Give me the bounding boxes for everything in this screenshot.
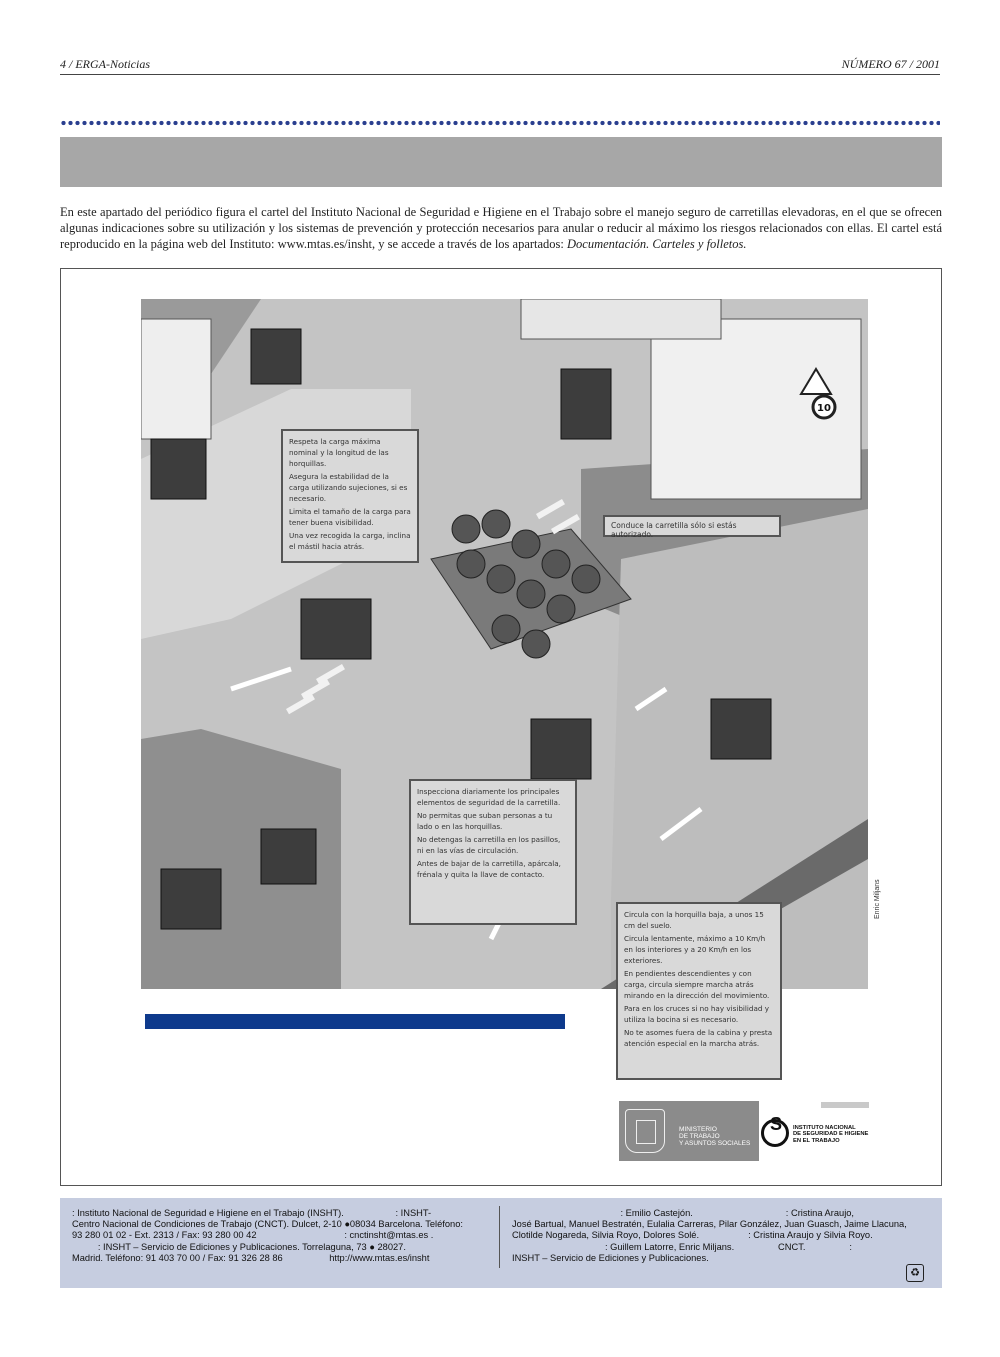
crates-stack-left (141, 319, 211, 439)
note-line: No permitas que suban personas a tu lado o en las horquillas. (417, 811, 553, 831)
note-line: En pendientes descendientes y con carga, circula siempre marcha atrás mirando en la dirección del movimiento. (624, 969, 770, 1000)
insht-line: INSTITUTO NACIONAL (793, 1125, 856, 1131)
header-publication: 4 / ERGA-Noticias (60, 57, 150, 71)
forklift-poster-illustration (141, 299, 868, 989)
footer-line: 93 280 01 02 - Ext. 2313 / Fax: 93 280 00 42 : cnctinsht@mtas.es . (72, 1230, 434, 1241)
page-header (60, 56, 940, 75)
footer-publisher-column (72, 1208, 490, 1264)
footer-line: : Instituto Nacional de Seguridad e Higiene en el Trabajo (INSHT). : INSHT- (72, 1208, 432, 1218)
insht-line: EN EL TRABAJO (793, 1137, 840, 1144)
note-line: Antes de bajar de la carretilla, apárcala, frénala y quita la llave de contacto. (417, 859, 561, 879)
note-line: No te asomes fuera de la cabina y presta atención especial en la marcha atrás. (624, 1028, 773, 1048)
note-line: Limita el tamaño de la carga para tener buena visibilidad. (289, 507, 411, 527)
dotted-divider (60, 120, 940, 126)
footer-line: Clotilde Nogareda, Silvia Royo, Dolores Solé. : Cristina Araujo y Silvia Royo. (512, 1230, 873, 1241)
footer-line: Madrid. Teléfono: 91 403 70 00 / Fax: 91 326 28 86 http://www.mtas.es/insht (72, 1252, 430, 1263)
footer-line: Centro Nacional de Condiciones de Trabajo (CNCT). Dulcet, 2-10 ●08034 Barcelona. Teléfono: (72, 1219, 463, 1230)
note-line: Una vez recogida la carga, inclina el mástil hacia atrás. (289, 531, 411, 551)
note-line: Circula lentamente, máximo a 10 Km/h en los interiores y a 20 Km/h en los exteriores. (624, 934, 766, 965)
footer-staff-column (512, 1208, 928, 1264)
intro-text: En este apartado del periódico figura el cartel del Instituto Nacional de Seguridad e Higiene en el Trabajo sobre el manejo seguro de carretillas elevadoras, en el que se ofrecen algunas indicaciones sobre su utilización y los sistemas de prevención y protección necesarios para anular o reducir al máximo los riesgos relacionados con ellas. El cartel está reproducido en la página web del Instituto: www.mtas.es/insht, y se accede a través de los apartados: (60, 205, 942, 251)
intro-paragraph (60, 204, 942, 252)
note-load-safety (281, 429, 419, 563)
section-title-band (60, 137, 942, 187)
ministerio-line: MINISTERIO (679, 1126, 717, 1133)
header-issue: NÚMERO 67 / 2001 (841, 57, 940, 71)
note-line: Circula con la horquilla baja, a unos 15 cm del suelo. (624, 910, 764, 930)
credits-footer (60, 1198, 942, 1288)
poster-frame (60, 268, 942, 1186)
ministerio-line: DE TRABAJO (679, 1133, 720, 1140)
coat-of-arms-icon (625, 1109, 665, 1153)
note-line: No detengas la carretilla en los pasillos, ni en las vías de circulación. (417, 835, 561, 855)
note-line: Inspecciona diariamente los principales elementos de seguridad de la carretilla. (417, 787, 561, 807)
speed-limit-value: 10 (817, 403, 831, 414)
crates-top (521, 299, 721, 339)
footer-line: INSHT – Servicio de Ediciones y Publicaciones. (512, 1252, 709, 1263)
footer-line: : Emilio Castejón. : Cristina Araujo, (512, 1208, 855, 1218)
insht-line: DE SEGURIDAD E HIGIENE (793, 1131, 869, 1138)
intro-italic-link: Documentación. Carteles y folletos. (567, 237, 747, 251)
poster-title-bar (145, 1014, 565, 1029)
illustrator-credit: Enric Miljans (874, 879, 881, 919)
note-line: Asegura la estabilidad de la carga utilizando sujeciones, si es necesario. (289, 472, 408, 503)
ministerio-logo (619, 1101, 759, 1161)
footer-line: : Guillem Latorre, Enric Miljans. CNCT. : (512, 1241, 852, 1252)
note-line: Respeta la carga máxima nominal y la longitud de las horquillas. (289, 437, 389, 468)
recycle-icon: ♻ (906, 1264, 924, 1282)
insht-logo (761, 1119, 871, 1151)
footer-line: José Bartual, Manuel Bestratén, Eulalia Carreras, Pilar González, Juan Guasch, Jaime Llacuna, (512, 1219, 907, 1230)
insht-emblem-icon (761, 1119, 789, 1147)
logo-strip (821, 1102, 869, 1108)
note-driving (616, 902, 782, 1080)
note-inspection (409, 779, 577, 925)
ministerio-line: Y ASUNTOS SOCIALES (679, 1140, 751, 1147)
note-authorized: Conduce la carretilla sólo si estás autorizado. (603, 515, 781, 537)
footer-line: : INSHT – Servicio de Ediciones y Publicaciones. Torrelaguna, 73 ● 28027. (72, 1241, 406, 1252)
footer-separator (499, 1206, 500, 1268)
note-line: Para en los cruces si no hay visibilidad y utiliza la bocina si es necesario. (624, 1004, 769, 1024)
